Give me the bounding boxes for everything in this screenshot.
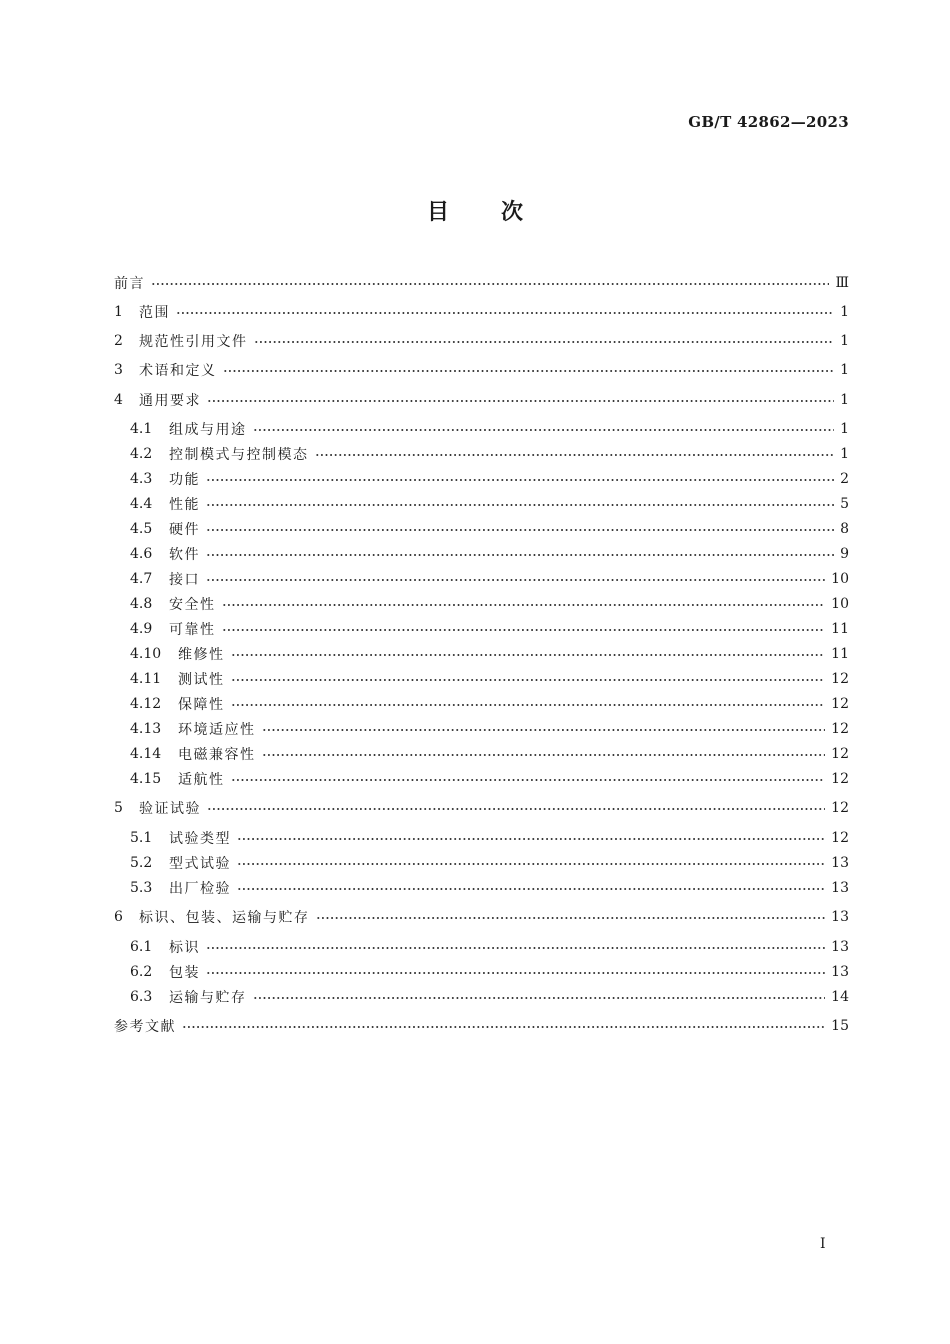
toc-entry-4-3[interactable]: [130, 466, 849, 492]
toc-entry-label: 通用要求: [139, 393, 201, 409]
toc-entry-number: 4.14: [130, 746, 162, 762]
page-number: Ⅰ: [820, 1236, 826, 1252]
toc-entry-number: 4.1: [130, 421, 153, 437]
toc-entry-label: 试验类型: [169, 831, 231, 847]
toc-entry-page: 12: [831, 771, 849, 787]
toc-entry-number: 5.1: [130, 830, 153, 846]
toc-entry-6-1[interactable]: [130, 934, 849, 960]
dot-leader: [176, 312, 834, 314]
dot-leader: [315, 454, 835, 456]
toc-entry-4-11[interactable]: [130, 666, 849, 692]
toc-entry-5-1[interactable]: [130, 825, 849, 851]
toc-entry-4-5[interactable]: [130, 516, 849, 542]
toc-entry-label: 组成与用途: [169, 422, 247, 438]
toc-entry-label: 验证试验: [139, 801, 201, 817]
toc-entry-number: 3: [114, 362, 123, 378]
toc-entry-number: 4: [114, 392, 123, 408]
toc-entry-label: 包装: [169, 965, 200, 981]
dot-leader: [206, 947, 825, 949]
toc-entry-1[interactable]: [114, 299, 849, 325]
toc-entry-label: 标识: [169, 940, 200, 956]
dot-leader: [253, 429, 835, 431]
toc-entry-number: 5.3: [130, 880, 153, 896]
toc-entry-5[interactable]: [114, 795, 849, 821]
dot-leader: [223, 370, 835, 372]
dot-leader: [206, 579, 825, 581]
toc-entry-page: 12: [831, 696, 849, 712]
toc-entry-page: 11: [831, 621, 849, 637]
toc-entry-label: 前言: [114, 276, 145, 292]
toc-entry-5-3[interactable]: [130, 875, 849, 901]
toc-entry-page: 2: [840, 471, 849, 487]
dot-leader: [231, 704, 826, 706]
toc-entry-page: 1: [840, 333, 849, 349]
toc-entry-number: 6.3: [130, 989, 153, 1005]
toc-entry-page: 11: [831, 646, 849, 662]
toc-entry-4-8[interactable]: [130, 591, 849, 617]
toc-entry-page: 13: [831, 964, 849, 980]
toc-entry-page: 10: [831, 596, 849, 612]
toc-entry-number: 4.5: [130, 521, 153, 537]
toc-entry-4-10[interactable]: [130, 641, 849, 667]
toc-entry-4-6[interactable]: [130, 541, 849, 567]
toc-entry-label: 环境适应性: [178, 722, 256, 738]
toc-entry-label: 安全性: [169, 597, 216, 613]
toc-entry-page: 13: [831, 909, 849, 925]
dot-leader: [237, 838, 825, 840]
toc-entry-label: 保障性: [178, 697, 225, 713]
toc-entry-number: 6.1: [130, 939, 153, 955]
toc-entry-number: 4.13: [130, 721, 162, 737]
title-char-1: 目: [426, 200, 449, 225]
toc-entry-page: 1: [840, 421, 849, 437]
toc-entry-page: Ⅲ: [835, 275, 849, 291]
toc-entry-number: 4.8: [130, 596, 153, 612]
toc-entry-6-3[interactable]: [130, 984, 849, 1010]
toc-entry-2[interactable]: [114, 328, 849, 354]
dot-leader: [206, 972, 825, 974]
toc-entry-label: 硬件: [169, 522, 200, 538]
toc-entry-number: 5.2: [130, 855, 153, 871]
dot-leader: [206, 529, 834, 531]
toc-entry-number: 6: [114, 909, 123, 925]
toc-entry-label: 范围: [139, 305, 170, 321]
dot-leader: [207, 400, 834, 402]
toc-entry-number: 4.15: [130, 771, 162, 787]
toc-entry-label: 规范性引用文件: [139, 334, 248, 350]
toc-entry-references[interactable]: [114, 1013, 849, 1039]
toc-entry-number: 4.11: [130, 671, 162, 687]
toc-entry-label: 功能: [169, 472, 200, 488]
toc-entry-label: 软件: [169, 547, 200, 563]
toc-entry-number: 5: [114, 800, 123, 816]
toc-entry-number: 4.12: [130, 696, 162, 712]
toc-entry-number: 1: [114, 304, 123, 320]
toc-entry-label: 出厂检验: [169, 881, 231, 897]
toc-entry-number: 6.2: [130, 964, 153, 980]
toc-entry-label: 参考文献: [114, 1019, 176, 1035]
toc-entry-4[interactable]: [114, 387, 849, 413]
toc-entry-label: 标识、包装、运输与贮存: [139, 910, 310, 926]
toc-entry-label: 可靠性: [169, 622, 216, 638]
toc-entry-4-12[interactable]: [130, 691, 849, 717]
toc-entry-5-2[interactable]: [130, 850, 849, 876]
dot-leader: [206, 554, 834, 556]
toc-entry-page: 12: [831, 800, 849, 816]
toc-entry-4-2[interactable]: [130, 441, 849, 467]
toc-entry-page: 10: [831, 571, 849, 587]
toc-entry-page: 12: [831, 721, 849, 737]
toc-entry-label: 运输与贮存: [169, 990, 247, 1006]
toc-entry-4-1[interactable]: [130, 416, 849, 442]
dot-leader: [237, 888, 825, 890]
toc-entry-label: 电磁兼容性: [178, 747, 256, 763]
dot-leader: [222, 604, 826, 606]
toc-entry-number: 4.10: [130, 646, 162, 662]
toc-entry-label: 型式试验: [169, 856, 231, 872]
toc-entry-number: 4.7: [130, 571, 153, 587]
toc-entry-page: 13: [831, 855, 849, 871]
dot-leader: [237, 863, 825, 865]
toc-entry-number: 2: [114, 333, 123, 349]
toc-entry-page: 1: [840, 362, 849, 378]
standard-number: GB/T 42862—2023: [688, 113, 849, 131]
page-title: [0, 195, 950, 226]
toc-entry-number: 4.2: [130, 446, 153, 462]
toc-entry-4-15[interactable]: [130, 766, 849, 792]
toc-entry-6[interactable]: [114, 904, 849, 930]
dot-leader: [254, 341, 835, 343]
dot-leader: [206, 479, 834, 481]
toc-entry-preface[interactable]: [114, 270, 849, 296]
toc-entry-page: 13: [831, 880, 849, 896]
dot-leader: [231, 679, 826, 681]
toc-entry-page: 9: [840, 546, 849, 562]
toc-entry-number: 4.3: [130, 471, 153, 487]
toc-entry-label: 适航性: [178, 772, 225, 788]
dot-leader: [316, 917, 826, 919]
toc-entry-number: 4.6: [130, 546, 153, 562]
dot-leader: [151, 283, 829, 285]
toc-entry-page: 12: [831, 830, 849, 846]
toc-entry-4-13[interactable]: [130, 716, 849, 742]
dot-leader: [231, 654, 826, 656]
dot-leader: [231, 779, 826, 781]
dot-leader: [207, 808, 825, 810]
toc-entry-label: 维修性: [178, 647, 225, 663]
dot-leader: [182, 1026, 825, 1028]
toc-entry-4-4[interactable]: [130, 491, 849, 517]
toc-entry-page: 5: [840, 496, 849, 512]
toc-entry-label: 术语和定义: [139, 363, 217, 379]
toc-entry-4-9[interactable]: [130, 616, 849, 642]
toc-entry-3[interactable]: [114, 357, 849, 383]
toc-entry-page: 14: [831, 989, 849, 1005]
toc-entry-number: 4.4: [130, 496, 153, 512]
toc-entry-label: 控制模式与控制模态: [169, 447, 309, 463]
toc-entry-page: 1: [840, 304, 849, 320]
title-char-2: 次: [501, 200, 524, 225]
dot-leader: [262, 754, 826, 756]
dot-leader: [253, 997, 826, 999]
toc-entry-page: 1: [840, 446, 849, 462]
dot-leader: [206, 504, 834, 506]
toc-entry-number: 4.9: [130, 621, 153, 637]
toc-entry-label: 性能: [169, 497, 200, 513]
dot-leader: [222, 629, 826, 631]
toc-entry-6-2[interactable]: [130, 959, 849, 985]
toc-entry-page: 15: [831, 1018, 849, 1034]
toc-entry-page: 1: [840, 392, 849, 408]
toc-entry-page: 12: [831, 671, 849, 687]
dot-leader: [262, 729, 826, 731]
toc-entry-label: 接口: [169, 572, 200, 588]
toc-entry-page: 8: [840, 521, 849, 537]
toc-entry-page: 12: [831, 746, 849, 762]
toc-entry-page: 13: [831, 939, 849, 955]
toc-entry-4-7[interactable]: [130, 566, 849, 592]
toc-entry-label: 测试性: [178, 672, 225, 688]
toc-entry-4-14[interactable]: [130, 741, 849, 767]
